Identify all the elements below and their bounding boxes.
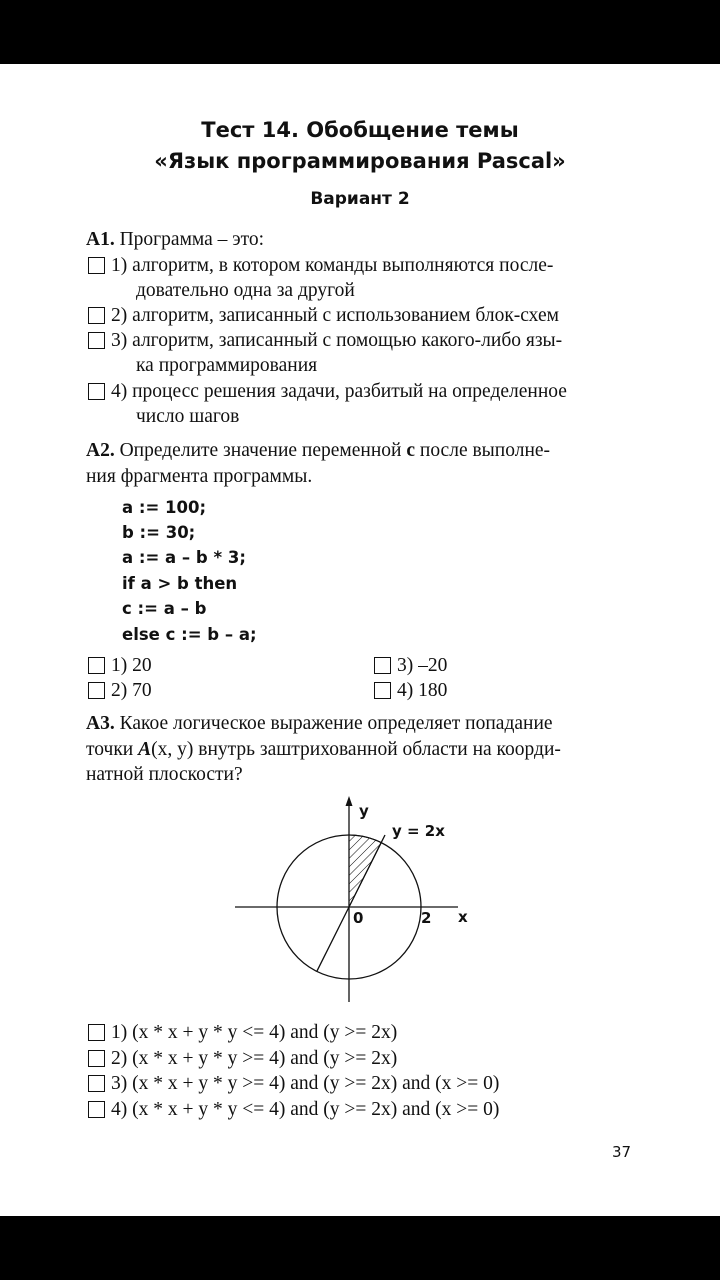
- checkbox[interactable]: [374, 682, 391, 699]
- checkbox[interactable]: [88, 1101, 105, 1118]
- question-a3-text-line1: Какое логическое выражение определяет попадание: [119, 713, 553, 734]
- code-line-2: b := 30;: [122, 523, 196, 542]
- test-title-line2: «Язык программирования Pascal»: [154, 149, 566, 173]
- code-line-1: a := 100;: [122, 498, 207, 517]
- checkbox[interactable]: [88, 657, 105, 674]
- variant-heading: Вариант 2: [310, 189, 410, 209]
- a3-option-2[interactable]: [88, 1046, 397, 1072]
- a1-option-3-cont: ка программирования: [136, 355, 318, 376]
- option-text: 2) 70: [111, 680, 152, 701]
- option-text: 3) (x * x + y * y >= 4) and (y >= 2x) and (x >= 0): [111, 1073, 500, 1094]
- question-a2: [86, 438, 550, 464]
- a2-option-1[interactable]: [88, 653, 152, 679]
- question-a1-label: А1.: [86, 229, 115, 250]
- question-a2-label: А2.: [86, 440, 115, 461]
- origin-label: 0: [353, 909, 364, 927]
- page-number: 37: [612, 1143, 632, 1161]
- code-line-5: c := a – b: [122, 599, 207, 618]
- code-line-6: else c := b – a;: [122, 625, 257, 644]
- option-text: 3) алгоритм, записанный с помощью какого-либо язы-: [111, 330, 563, 351]
- option-text: 1) 20: [111, 655, 152, 676]
- option-text: 1) (x * x + y * y <= 4) and (y >= 2x): [111, 1022, 398, 1043]
- question-a3-line3: натной плоскости?: [86, 764, 243, 785]
- option-text: 4) процесс решения задачи, разбитый на определенное: [111, 381, 567, 402]
- checkbox[interactable]: [88, 1050, 105, 1067]
- a2-option-3[interactable]: [374, 653, 447, 679]
- checkbox[interactable]: [88, 1024, 105, 1041]
- a1-option-2[interactable]: [88, 303, 559, 329]
- y-axis-arrow-icon: [346, 796, 353, 806]
- a1-option-1-cont: довательно одна за другой: [136, 280, 355, 301]
- a2-option-2[interactable]: [88, 678, 152, 704]
- a1-option-4-cont: число шагов: [136, 406, 240, 427]
- a3-option-1[interactable]: [88, 1020, 397, 1046]
- a2-option-4[interactable]: [374, 678, 447, 704]
- checkbox[interactable]: [88, 332, 105, 349]
- option-text: 2) (x * x + y * y >= 4) and (y >= 2x): [111, 1048, 398, 1069]
- checkbox[interactable]: [88, 307, 105, 324]
- test-title-line1: Тест 14. Обобщение темы: [201, 118, 519, 142]
- checkbox[interactable]: [88, 1075, 105, 1092]
- question-a2-text-pre: Определите значение переменной: [119, 440, 402, 461]
- option-text: 1) алгоритм, в котором команды выполняются после-: [111, 255, 554, 276]
- checkbox[interactable]: [374, 657, 391, 674]
- question-a3-text-post: (x, y) внутрь заштрихованной области на коорди-: [151, 739, 561, 760]
- a3-option-4[interactable]: [88, 1097, 499, 1123]
- document-page: [0, 64, 720, 1216]
- question-a3-point: A: [138, 739, 152, 760]
- a3-option-3[interactable]: [88, 1071, 499, 1097]
- line-label: y = 2x: [392, 822, 445, 840]
- checkbox[interactable]: [88, 257, 105, 274]
- question-a1: [86, 227, 264, 253]
- question-a2-var: c: [406, 440, 416, 461]
- code-line-4: if a > b then: [122, 574, 238, 593]
- radius-label: 2: [421, 909, 432, 927]
- coordinate-graph: [220, 792, 490, 1010]
- y-axis-label: y: [359, 802, 369, 820]
- option-text: 2) алгоритм, записанный с использованием блок-схем: [111, 305, 559, 326]
- x-axis-label: x: [458, 908, 468, 926]
- option-text: 4) 180: [397, 680, 448, 701]
- a1-option-4[interactable]: [88, 379, 567, 405]
- option-text: 3) –20: [397, 655, 448, 676]
- question-a3-text-pre: точки: [86, 739, 134, 760]
- question-a3-line2: [86, 737, 561, 763]
- checkbox[interactable]: [88, 383, 105, 400]
- question-a3: [86, 711, 553, 737]
- checkbox[interactable]: [88, 682, 105, 699]
- question-a1-text: Программа – это:: [119, 229, 265, 250]
- a1-option-1[interactable]: [88, 253, 553, 279]
- code-line-3: a := a – b * 3;: [122, 548, 246, 567]
- option-text: 4) (x * x + y * y <= 4) and (y >= 2x) and (x >= 0): [111, 1099, 500, 1120]
- question-a3-label: А3.: [86, 713, 115, 734]
- question-a2-text-post: после выполне-: [419, 440, 551, 461]
- question-a2-line2: ния фрагмента программы.: [86, 466, 313, 487]
- a1-option-3[interactable]: [88, 328, 562, 354]
